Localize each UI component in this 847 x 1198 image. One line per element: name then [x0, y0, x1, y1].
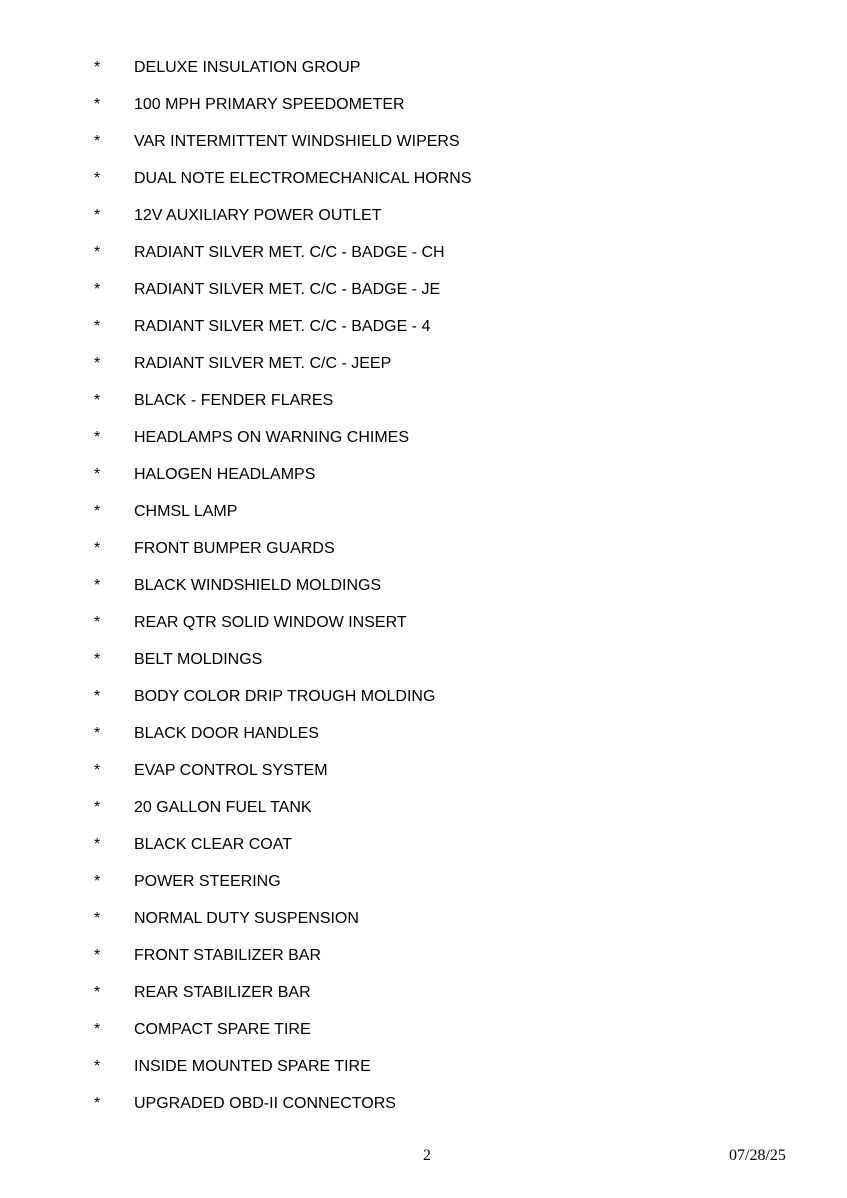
list-item-text: DUAL NOTE ELECTROMECHANICAL HORNS	[134, 170, 472, 187]
bullet-marker: *	[94, 207, 101, 224]
list-item-text: UPGRADED OBD-II CONNECTORS	[134, 1095, 396, 1112]
bullet-marker: *	[94, 318, 101, 335]
list-item	[0, 943, 847, 980]
bullet-marker: *	[94, 688, 101, 705]
list-item	[0, 166, 847, 203]
list-item-text: COMPACT SPARE TIRE	[134, 1021, 311, 1038]
list-item	[0, 92, 847, 129]
list-item	[0, 832, 847, 869]
bullet-marker: *	[94, 947, 101, 964]
list-item-text: DELUXE INSULATION GROUP	[134, 59, 361, 76]
bullet-marker: *	[94, 836, 101, 853]
list-item	[0, 906, 847, 943]
bullet-marker: *	[94, 133, 101, 150]
list-item-text: BLACK - FENDER FLARES	[134, 392, 334, 409]
list-item	[0, 425, 847, 462]
bullet-marker: *	[94, 96, 101, 113]
feature-list	[0, 55, 847, 1128]
list-item-text: RADIANT SILVER MET. C/C - BADGE - 4	[134, 318, 431, 335]
list-item-text: EVAP CONTROL SYSTEM	[134, 762, 328, 779]
list-item	[0, 758, 847, 795]
list-item-text: NORMAL DUTY SUSPENSION	[134, 910, 359, 927]
page-date: 07/28/25	[729, 1147, 786, 1164]
list-item-text: RADIANT SILVER MET. C/C - JEEP	[134, 355, 392, 372]
list-item-text: CHMSL LAMP	[134, 503, 238, 520]
list-item	[0, 1091, 847, 1128]
bullet-marker: *	[94, 799, 101, 816]
list-item	[0, 351, 847, 388]
bullet-marker: *	[94, 355, 101, 372]
list-item	[0, 1017, 847, 1054]
bullet-marker: *	[94, 503, 101, 520]
bullet-marker: *	[94, 762, 101, 779]
list-item	[0, 647, 847, 684]
bullet-marker: *	[94, 1021, 101, 1038]
list-item-text: POWER STEERING	[134, 873, 281, 890]
bullet-marker: *	[94, 873, 101, 890]
list-item	[0, 573, 847, 610]
list-item	[0, 314, 847, 351]
bullet-marker: *	[94, 392, 101, 409]
bullet-marker: *	[94, 170, 101, 187]
bullet-marker: *	[94, 1095, 101, 1112]
bullet-marker: *	[94, 577, 101, 594]
list-item-text: BLACK WINDSHIELD MOLDINGS	[134, 577, 382, 594]
list-item	[0, 980, 847, 1017]
list-item	[0, 203, 847, 240]
list-item	[0, 55, 847, 92]
list-item-text: BELT MOLDINGS	[134, 651, 263, 668]
list-item-text: REAR STABILIZER BAR	[134, 984, 311, 1001]
list-item-text: RADIANT SILVER MET. C/C - BADGE - JE	[134, 281, 441, 298]
bullet-marker: *	[94, 429, 101, 446]
list-item	[0, 536, 847, 573]
bullet-marker: *	[94, 984, 101, 1001]
list-item-text: VAR INTERMITTENT WINDSHIELD WIPERS	[134, 133, 460, 150]
list-item-text: BODY COLOR DRIP TROUGH MOLDING	[134, 688, 436, 705]
list-item-text: 12V AUXILIARY POWER OUTLET	[134, 207, 382, 224]
list-item	[0, 277, 847, 314]
list-item-text: BLACK CLEAR COAT	[134, 836, 292, 853]
bullet-marker: *	[94, 466, 101, 483]
bullet-marker: *	[94, 281, 101, 298]
bullet-marker: *	[94, 614, 101, 631]
list-item-text: HEADLAMPS ON WARNING CHIMES	[134, 429, 409, 446]
bullet-marker: *	[94, 651, 101, 668]
list-item	[0, 721, 847, 758]
list-item-text: FRONT STABILIZER BAR	[134, 947, 321, 964]
list-item	[0, 462, 847, 499]
list-item-text: INSIDE MOUNTED SPARE TIRE	[134, 1058, 371, 1075]
list-item	[0, 388, 847, 425]
list-item-text: REAR QTR SOLID WINDOW INSERT	[134, 614, 407, 631]
page-number: 2	[423, 1147, 431, 1164]
bullet-marker: *	[94, 540, 101, 557]
list-item-text: HALOGEN HEADLAMPS	[134, 466, 316, 483]
list-item-text: 20 GALLON FUEL TANK	[134, 799, 312, 816]
list-item	[0, 795, 847, 832]
list-item-text: RADIANT SILVER MET. C/C - BADGE - CH	[134, 244, 445, 261]
list-item	[0, 684, 847, 721]
list-item	[0, 1054, 847, 1091]
bullet-marker: *	[94, 725, 101, 742]
list-item-text: 100 MPH PRIMARY SPEEDOMETER	[134, 96, 405, 113]
bullet-marker: *	[94, 59, 101, 76]
list-item	[0, 499, 847, 536]
list-item-text: FRONT BUMPER GUARDS	[134, 540, 335, 557]
list-item	[0, 610, 847, 647]
bullet-marker: *	[94, 1058, 101, 1075]
list-item	[0, 869, 847, 906]
bullet-marker: *	[94, 910, 101, 927]
list-item-text: BLACK DOOR HANDLES	[134, 725, 319, 742]
list-item	[0, 240, 847, 277]
bullet-marker: *	[94, 244, 101, 261]
list-item	[0, 129, 847, 166]
